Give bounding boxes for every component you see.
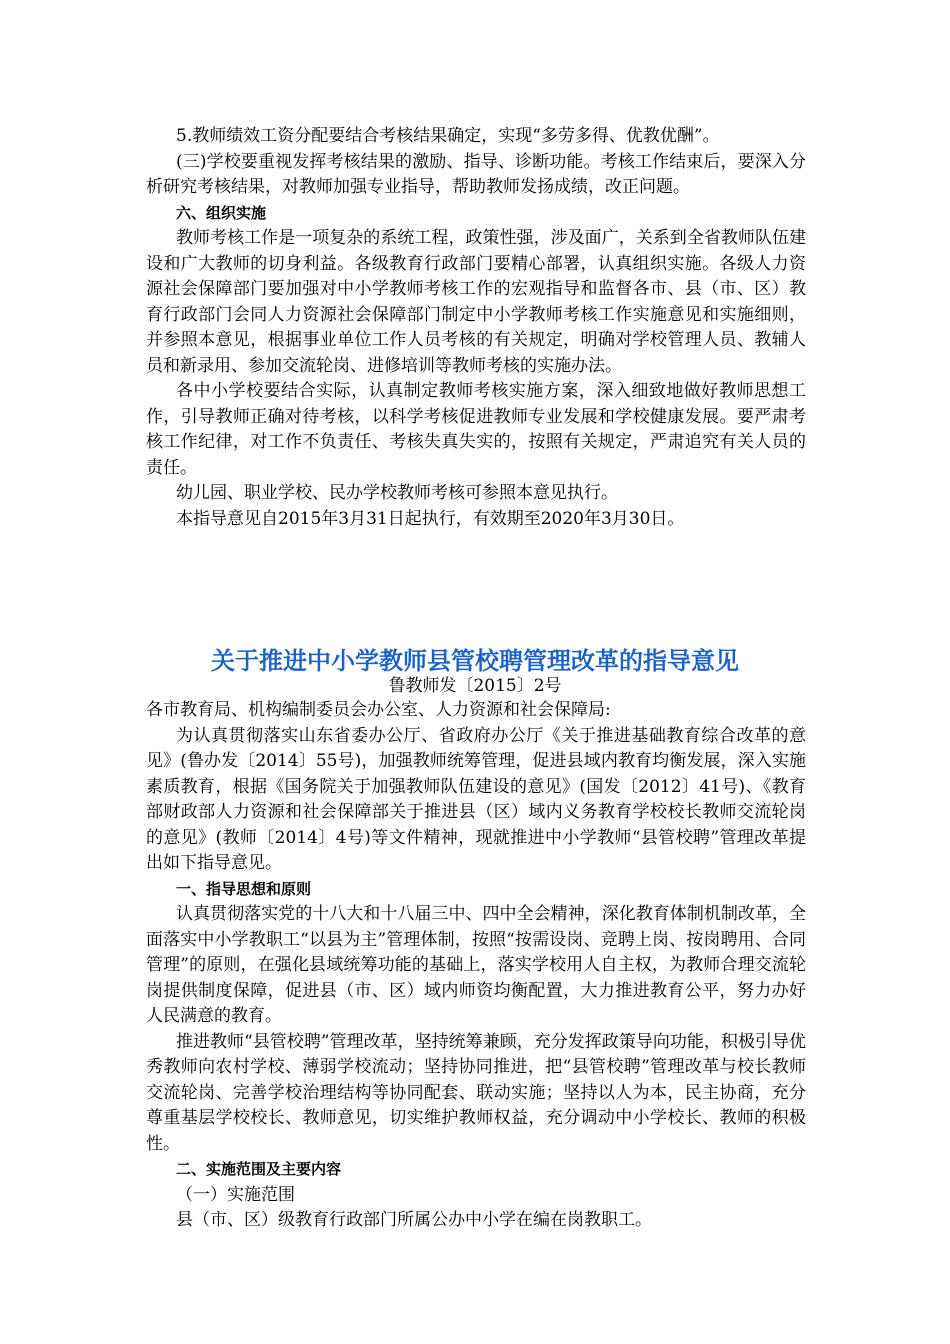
paragraph: 为认真贯彻落实山东省委办公厅、省政府办公厅《关于推进基础教育综合改革的意见》(鲁办发〔2014〕55号)，加强教师统筹管理，促进县域内教育均衡发展，深入实施素质教育，根据《国务院关于加强教师队伍建设的意见》(国发〔2012〕41号)、《教育部财政部人力资源和社会保障部关于推进县（区）域内义务教育学校校长教师交流轮岗的意见》(教师〔2014〕4号)等文件精神，现就推进中小学教师“县管校聘”管理改革提出如下指导意见。 [146,725,806,873]
section-bottom [146,698,806,1234]
subsection-heading: （一）实施范围 [176,1184,295,1205]
paragraph: 教师考核工作是一项复杂的系统工程，政策性强，涉及面广，关系到全省教师队伍建设和广大教师的切身利益。各级教育行政部门要精心部署，认真组织实施。各级人力资源社会保障部门要加强对中小学教师考核工作的宏观指导和监督各市、县（市、区）教育行政部门会同人力资源社会保障部门制定中小学教师考核工作实施意见和实施细则，并参照本意见，根据事业单位工作人员考核的有关规定，明确对学校管理人员、教辅人员和新录用、参加交流轮岗、进修培训等教师考核的实施办法。 [146,228,806,376]
paragraph: 5.教师绩效工资分配要结合考核结果确定，实现“多劳多得、优教优酬”。 [176,126,720,146]
paragraph: 推进教师“县管校聘”管理改革，坚持统筹兼顾，充分发挥政策导向功能，积极引导优秀教师向农村学校、薄弱学校流动；坚持协同推进，把“县管校聘”管理改革与校长教师交流轮岗、完善学校治理结构等协同配套、联动实施；坚持以人为本，民主协商，充分尊重基层学校校长、教师意见，切实维护教师权益，充分调动中小学校长、教师的积极性。 [146,1031,806,1154]
section-heading: 六、组织实施 [176,203,267,222]
section-heading: 一、指导思想和原则 [176,879,312,898]
paragraph: 幼儿园、职业学校、民办学校教师考核可参照本意见执行。 [176,483,618,503]
section-heading: 二、实施范围及主要内容 [176,1160,342,1178]
document-title: 关于推进中小学教师县管校聘管理改革的指导意见 [211,647,739,675]
paragraph: 认真贯彻落实党的十八大和十八届三中、四中全会精神，深化教育体制机制改革，全面落实中小学教职工“以县为主”管理体制，按照“按需设岗、竞聘上岗、按岗聘用、合同管理”的原则，在强化县域统筹功能的基础上，落实学校用人自主权，为教师合理交流轮岗提供制度保障，促进县（市、区）域内师资均衡配置，大力推进教育公平，努力办好人民满意的教育。 [146,904,806,1026]
paragraph: 各中小学校要结合实际，认真制定教师考核实施方案，深入细致地做好教师思想工作，引导教师正确对待考核，以科学考核促进教师专业发展和学校健康发展。要严肃考核工作纪律，对工作不负责任、考核失真失实的，按照有关规定，严肃追究有关人员的责任。 [146,381,806,478]
section-top [146,124,806,532]
paragraph: 县（市、区）级教育行政部门所属公办中小学在编在岗教职工。 [176,1210,652,1230]
paragraph: (三)学校要重视发挥考核结果的激励、指导、诊断功能。考核工作结束后，要深入分析研究考核结果，对教师加强专业指导，帮助教师发扬成绩，改正问题。 [146,151,806,197]
document-number: 鲁教师发〔2015〕2号 [388,676,562,696]
addressee: 各市教育局、机构编制委员会办公室、人力资源和社会保障局: [146,700,611,720]
paragraph: 本指导意见自2015年3月31日起执行，有效期至2020年3月30日。 [176,508,685,529]
